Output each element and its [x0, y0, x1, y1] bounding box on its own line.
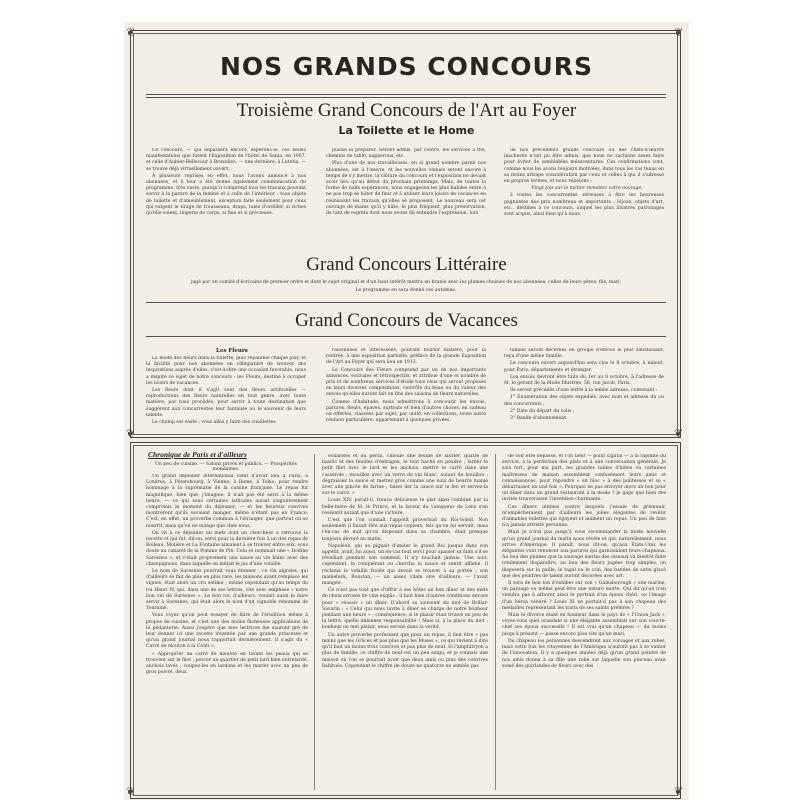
art-column-3: [504, 148, 664, 248]
art-column-1: [146, 148, 306, 248]
paragraph: Ce n'est pas tout que d'offrir à ses hôtes un bon dîner et des mets de choix arrosés de vins exquis ; il faut bien d'autres conditions encore pour « réussir » un dîner. D'abord se souvenir du mot de Brillat-Savarin : « Celui qui nous invite à dîner se charge de notre bonheur pendant une heure » ; conséquence, si le plaisir était trouvé un peu de la lettre, quelle immense responsabilité ! Mais si, à la place du mot ; bonheur on met plaisir, nous serons dans la vérité.: [322, 588, 488, 631]
vacances-column-2: [326, 348, 486, 428]
vacances-subtitle: Les Fleurs: [216, 348, 248, 354]
paragraph: Ces dîners intimes contre lesquels j'essaie de prémunir, m'empêcheraient par d'ailleurs les jolies élégantes de revêtir d'aimables toilettes qui égayent et animent un repas. Un peu de luxe n'a jamais attristé personne.: [502, 504, 666, 529]
litteraire-line: jugé par un comité d'écrivains de premier ordre et dont le sujet original et d'un haut intérêt mettra en branle avec les plumes choisies de nos abonnées, celles de leurs pères, fils, mari.: [190, 280, 622, 285]
paragraph: 2° Date du départ du colis ;: [510, 408, 575, 414]
art-column-2: [326, 148, 486, 248]
page-title: NOS GRANDS CONCOURS: [219, 52, 594, 81]
corner-ornament: ❦: [126, 785, 136, 798]
divider: [146, 94, 666, 98]
paragraph: Mais je n'irai pas jusqu'à vous recommander la mode nouvelle qu'un grand journal du matin nous révèle et qui, naturellement, nous arrive d'Amérique. Il paraît, nous dit-on, qu'aux États-Unis les élégantes vont renoncer aux parures qui garnissaient leurs chapeaux. Au lieu des plumes que la sauvage inertie des oiseaux va bientôt faire totalement disparaître, au lieu des fleurs jugées trop simples, on disposera sur la paille, le tagal ou le crin, des bandes de satin glacé que des peintres de talent auront décorées avec art.: [502, 530, 666, 579]
paragraph: Ce concours, — qui dépassera encore, espérons-le, ces belles manifestations que furent l'Exposition de l'hôtel de Sonia, en 1907, et celle d'Aubier-Bellecour à Bruxelles, — une dernière, à Lutetia, — se trouve déjà virtuellement ouvert.: [146, 148, 306, 172]
paragraph: échalotes et du persil, ciboule une feuille de laurier, quatre de basilic et des feuilles d'estragon, le tout haché en poudre ; larder le petit filet avec le lard et les anchois, mettre le carré dans une casserole ; mouillez avec un verre de vin blanc, autant de bouillon ; dégraissez la sauce et mettez gros comme une noix de beurre manié avec une pincée de farine ; faites lier la sauce sur le feu et servez-la sur le carré. »: [322, 454, 488, 497]
chronique-column-2: [322, 454, 488, 790]
divider: [146, 336, 666, 337]
paragraph: Plus d'une de nos travailleuses, en si grand nombre parmi nos abonnées, est à l'œuvre, et les nouvelles venues seront encore à temps de s'y mettre, la clôture du concours et l'exposition ne devant avoir lieu qu'au début du prochain printemps. Mais, de toutes la forme de naïfs espérances, nous engageons les plus habiles entre à ne pas trop se hâter de finir et à utiliser leurs loisirs de vacances en réunissant les travaux qu'elles se proposent. Le nouveau sera cet ouvrage de mains qu'il y hâte, le plus fréquent, plus préservation, de tant de regrets dont nous avons dû entendre l'expression, lors: [326, 161, 486, 217]
paragraph: Le concours ouvert aujourd'hui sera clos le 8 octobre, à minuit, pour Paris, départements et étranger.: [504, 361, 664, 373]
paragraph: 1° Énumération des objets expédiés, avec nom et adresse du ou des concurrents ;: [504, 395, 664, 407]
paragraph: C'est que l'on connaît l'appétit proverbial du Roi-Soleil. Non seulement il faisait fête aux repas copieux, tels qu'on lui servait, mais l'en-cas de nuit qu'on disposait dans sa chambre, était presque toujours dévoré au matin.: [322, 518, 488, 542]
paragraph: Du chapeau les personnes descendront aux corsages et aux robes, mais cette fois les citoyennes de l'Amérique n'auront pas à se vanter de l'innovation. Il y a quelques années déjà qu'un grand peintre de nos amis donna à sa fille une robe sur laquelle son pinceau avait semé des guirlandes de fleurs avec des: [502, 638, 666, 669]
chronique-title: Chronique de Paris et d'ailleurs: [148, 450, 247, 459]
divider: [146, 302, 666, 303]
paragraph: famille seront décernés en groupe d'envois le plus satisfaisant, reçu d'une même famille.: [504, 348, 664, 360]
paragraph: Les envois devront être faits du 1er au 8 octobre, à l'adresse de M. le gérant de la Mode Illustrée, 56, rue Jacob, Paris.: [504, 374, 664, 387]
quote: Vingt fois sur le métier remettez votre ouvrage,: [531, 186, 643, 192]
art-subtitle: La Toilette et le Home: [338, 124, 475, 137]
chronique-column-3: [502, 454, 666, 790]
paragraph: de nos précédents grands concours où des chefs-d'œuvre inachevés n'ont pu être admis, que nous ne sachions assez faire pour éviter de semblables mésaventures. Ces confirmations sont, comme nous les avons toujours motivées, dans tous les cas tenus en sa moins attrape considération par ceux et celles à qui il s'adresse en propres termes, et nous répétons :: [504, 148, 664, 185]
paragraph: à toutes les concurrentes sérieuses à être les heureuses gagnantes des prix nombreux et importants : bijoux, objets d'art, etc., destinés à ce concours, auquel les plus illustres patronages sont acquis, ainsi bien qu'à nous.: [504, 193, 664, 218]
paragraph: Louis XIV, paraît-il, trouva délicieuse le plat ainsi combiné par la belle-mère de M. le Prince, et la faveur du vainqueur de Lens s'en ressentit autant que d'une victoire.: [322, 498, 488, 516]
paragraph: Ils seront précédés d'une lettre à la même adresse, contenant :: [510, 388, 658, 394]
corner-ornament: ❦: [674, 427, 684, 440]
vacances-column-1: [146, 356, 306, 428]
paragraph: Un autre proverbe professant que pour un repas, il faut être « pas moins que les Grâces et pas plus que les Muses », ce qui revient à dire qu'il faut un moins trois convives et pas plus de neuf. Si l'amphitryon a plus de famille, ce chiffre de neuf est un peu exigu, et je connais une maison où l'on se pourrait avoir que deux amis ou plus des convives habitués. Cependant le chiffre de douze ne quatorze ne semble pas: [322, 632, 488, 669]
paragraph: Le champ est vaste : vous allez y faire des cueillettes: [152, 420, 276, 426]
paragraph: Le nom de Suresnes pourrait vous étonner ; ce vin aigrelet, qui d'ailleurs se fait de plus en plus rare, les maisons ayant remplacé les vignes, était alors un cru estimé ; même cependant qu'au temps du roi Henri IV, qui, dans une de ses lettres, cite avec emphase « notre bon vin de Suresnes ». Le bon roi, d'ailleurs, voulait aussi le faire servir à Suresnes, qui était alors le nom d'un vignoble renommé de Touraine.: [146, 569, 308, 612]
paragraph: « Approprier un carré de mouton en lavant les peaux qui se trouvent sur le filet ; percer un quartier de petit lard bien entrelardé, anchois lavés ; coupez-les en lardons et les marier avec un peu de gros poivre, deux: [146, 651, 308, 676]
chronique-intro: Un peu de cuisine. — Salons privés et publics. — Prospérités mondaines.: [155, 462, 297, 472]
paragraph: Vous voyez qu'on peut essayer de faire de l'érudition même à propos de cuisine, et c'est une des moins fâcheuses applications de la pédanterie. Aussi j'espère que mes lectrices me sauront gré de leur donner ici une recette inventée par une grande princesse et qu'un grand journal nous rapportait dernièrement. Il s'agit du « Carré de mouton à la Conti ».: [146, 613, 308, 650]
paragraph: Mais le divorce étant en honneur dans le pays de « l'Union Jack », voyez-vous quel scandale si une élégante assemblait sur son couvre-chef ses époux successifs ! Il est vrai qu'un chapeau — du moins jusqu'à présent — passe encore plus vite qu'un mari.: [502, 613, 666, 637]
paragraph: La mode des fleurs dans la toilette, plus répandue chaque jour, et la facilité pour nos abonnées en villégiature de trouver des inspirations auprès d'elles, c'est-à-dire une occasion favorable, nous a inspiré ce sujet de notre concours : les Fleurs, destiné à occuper les loisirs de vacances.: [146, 356, 306, 386]
paragraph: Il sera de bon ton d'exhiber sur son « Gainsborough » une marine, un paysage ou même peut-être une nature morte. Qui dit qu'on n'en viendra pas à arborer ainsi le portrait d'un époux chéri, ou l'image d'un héros vénéré ? Louis XI ne portait-il pas à son chapeau des médailles représentant les traits de ses saints préférés ?: [502, 581, 666, 611]
paragraph: Le Concours des Fleurs comprend par un de nos importants annonces, estivales et rétrospectifs, et attribue d'une et nombre de prix et de nombreux services d'étude tous ceux qui seront proposés en leurs diverses compositions, contrôle du beau ou du valeur des envois qu'elles auront fait en fins des saisons de fleurs naturelles.: [326, 367, 486, 398]
column-rule: [314, 454, 315, 790]
paragraph: raisonnées et intéressées, pouvant fournir matière, pour la rentrée, à une exposition partielle, préface de la grande Exposition de l'Art au Foyer qui sera lieu en 1913.: [326, 348, 486, 366]
vacances-column-3: [504, 348, 664, 428]
corner-ornament: ❦: [126, 427, 136, 440]
paragraph: de voir être dépassé, et l'on tient — point capital — à la rapidité du service, à la perfection des plats et à une conversation générale. Je sais fort, pour ma part, les grandes tables d'hôtes où certaines maîtresses de maison assemblent confusément leurs amis et connaissances, pour répondre « en bloc » à des politesses et se « débarrasser en une fois ». Pourquoi ne pas envoyer alors un bon pour un dîner dans un grand restaurant à la mode ? je gage que bien des invités trouveraient l'invention charmante.: [502, 454, 666, 503]
art-title: Troisième Grand Concours de l'Art au Foyer: [236, 100, 577, 121]
column-rule: [495, 454, 496, 790]
paragraph: puisse la préparer. Seront admis, par contre, les services à thé, chemins de table, napperons, etc.: [326, 148, 486, 160]
paragraph: À plusieurs reprises en effet, nous l'avons annoncé à nos abonnées, et il leur a été donné également communication du programme, très vaste, puisqu'il comprend tous les travaux pouvant servir à la parure de la femme et à celle de l'intérieur : tous objets de toilette et d'ameublement, exception faite seulement pour ceux qui exigent le tirage de trousseaux, draps, taies d'oreiller, si riches qu'elle soient, lingerie de corps, si fine et si précieuse.: [146, 173, 306, 217]
paragraph: Napoléon, qui se piquait d'imiter le grand Roi jusque dans son appétit, avait, lui aussi, un en-cas tout servi pour apaiser sa faim s'il se réveillait pendant son sommeil. Il n'y touchait jamais. Une nuit, cependant, le conquérant ou chercha la sauce et sentit affamé. Il réclama la volaille froide qui devait se trouver à sa portée ; son mameluck, Roustan, — un assez vilain sire d'ailleurs, — l'avait mangée.: [322, 543, 488, 587]
paragraph: Comme d'habitude, nous admettrons à concourir les envois, parures, fleurs, épaves, surtouts et bien d'autres choses, en cadeau ou offertes, classées par sujet, par unité, en collections, toute autre réunion particulière, appartenant à quelques privées.: [326, 399, 486, 424]
magazine-page: [124, 22, 689, 800]
paragraph: Les fleurs dont il s'agit sont des fleurs artificielles — reproductions des fleurs naturelles en tout genre, avec toute matière, par tous procédés, pour servir à toute destination que suggèrent aux concurrentes leur fantaisie ou le souvenir de leurs talents.: [146, 388, 306, 418]
chronique-column-1: [146, 474, 308, 790]
litteraire-title: Grand Concours Littéraire: [306, 254, 507, 275]
paragraph: Un grand déjeuner international vient d'avoir lieu à Paris, à Londres, à Pétersbourg, à Vienne, à Rome, à Tokio, pour rendre hommage à la suprématie de la cuisine française. Le repas fut magnifique, bien que, j'imagine, il n'ait pas été servi à la même heure, — ce qui sous certaines latitudes aurait singulièrement compromis le moment du déjeuner, — et les heureux convives montrèrent qu'ils savaient manger, même n'étant pas en France. C'est, en effet, un proverbe commun à l'étranger, que partout on se nourrit, mais qu'on ne mange que chez nous.: [146, 474, 308, 529]
litteraire-line: Le programme en sera donné ces automne.: [355, 288, 457, 293]
paragraph: 3° Bande d'abonnement.: [510, 416, 568, 422]
corner-ornament: ❦: [674, 26, 684, 39]
corner-ornament: ❦: [674, 785, 684, 798]
vacances-title: Grand Concours de Vacances: [295, 310, 518, 331]
paragraph: On vit à ce déjeuner un mets dont un chercheur a retrouvé la recette et qui fut, dit-on, servi pour la dernière fois à un des repas de Boileau, Molière et La Fontaine aimaient à se trouver entre eux, sous doute au cabaret de la Pomme de Pin. Cela se nommait une « Dodine Saresnes », et c'était proprement une sauce au vin blanc avec des champignons, dans laquelle on mêlait le jus d'une volaille.: [146, 530, 308, 567]
corner-ornament: ❦: [126, 26, 136, 39]
